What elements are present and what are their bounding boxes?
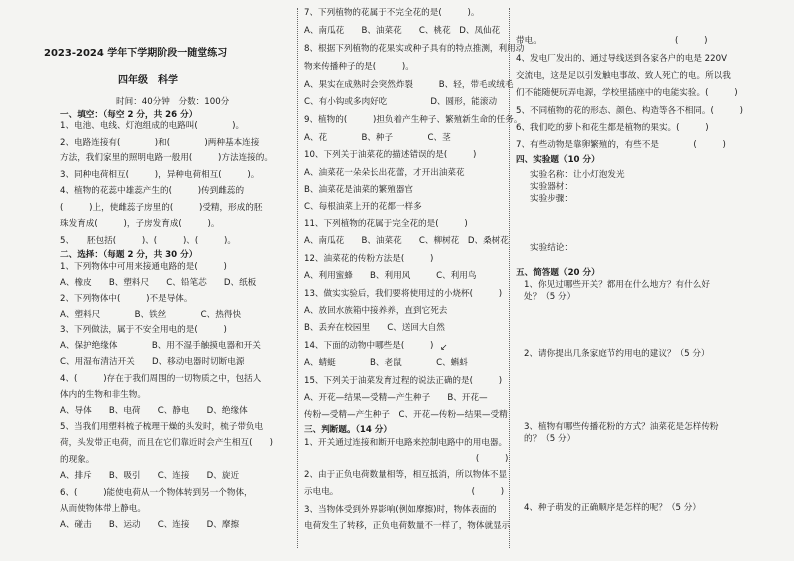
choice-q3-options-ab: A、保护绝缘体 B、用不湿手触摸电器和开关 xyxy=(60,341,261,351)
short-q4: 4、种子萌发的正确顺序是怎样的呢？（5 分） xyxy=(524,503,701,513)
section-fill-heading: 一、填空：（每空 2 分，共 26 分） xyxy=(60,110,198,120)
choice-q5-cont: 荷，头发带正电荷，而且在它们靠近时会产生相互( ) xyxy=(60,438,273,448)
judge-q2: 2、由于正负电荷数量相等，相互抵消，所以物体不显 xyxy=(304,470,508,480)
judge-q1: 1、开关通过连接和断开电路来控制电路中的用电器。 xyxy=(304,438,508,448)
choice-q5: 5、当我们用塑料梳子梳理干燥的头发时，梳子带负电 xyxy=(60,422,264,432)
choice-q11-options: A、南瓜花 B、油菜花 C、柳树花 D、桑树花 xyxy=(304,236,509,246)
choice-q1-options: A、橡皮 B、塑料尺 C、铅笔芯 D、纸板 xyxy=(60,278,257,288)
judge-q4-cont1: 交流电，这是足以引发触电事故、致人死亡的电。所以我 xyxy=(516,71,731,81)
choice-q14: 14、下面的动物中哪些是( ) xyxy=(304,341,434,351)
section-judge-heading: 三、判断题。（14 分） xyxy=(304,425,392,435)
judge-q2-cont: 示电电。 ( ) xyxy=(304,487,505,497)
choice-q10-a: A、油菜花一朵朵长出花蕾，才开出油菜花 xyxy=(304,168,465,178)
choice-q7: 7、下列植物的花属于不完全花的是( )。 xyxy=(304,8,480,18)
short-q1-cont: 处？（5 分） xyxy=(524,292,576,302)
judge-q6: 6、我们吃的萝卜和花生都是植物的果实。( ) xyxy=(516,123,709,133)
choice-q8-options-cd: C、有小钩或多肉好吃 D、圆形，能滚动 xyxy=(304,97,498,107)
choice-q4-options: A、导体 B、电荷 C、静电 D、绝缘体 xyxy=(60,406,248,416)
judge-q4: 4、发电厂发出的、通过导线送到各家各户的电是 220V xyxy=(516,54,727,64)
judge-q4-cont2: 们不能随便玩弄电源，学校里插座中的电能实验。( ) xyxy=(516,88,738,98)
fill-q2: 2、电路连接有( )和( )两种基本连接 xyxy=(60,138,260,148)
fill-q5: 5、 胚包括( )、( )、( )。 xyxy=(60,236,236,246)
experiment-name: 实验名称：让小灯泡发光 xyxy=(530,170,625,180)
fill-q2-cont: 方法，我们家里的照明电路一般用( )方法连接的。 xyxy=(60,153,273,163)
fill-q4-cont2: 珠发育成( )，子房发育成( )。 xyxy=(60,219,220,229)
choice-q1: 1、下列物体中可用来接通电路的是( ) xyxy=(60,262,227,272)
choice-q13-bc: B、丢弃在校园里 C、送回大自然 xyxy=(304,323,445,333)
exam-meta: 时间：40分钟 分数：100分 xyxy=(116,97,230,107)
fill-q1: 1、电池、电线、灯泡组成的电路叫( )。 xyxy=(60,121,245,131)
choice-q10-c: C、每根油菜上开的花都一样多 xyxy=(304,202,422,212)
choice-q13-a: A、放回水族箱中接养养，直到它死去 xyxy=(304,306,448,316)
choice-q9: 9、植物的( )担负着产生种子、繁殖新生命的任务。 xyxy=(304,115,523,125)
choice-q8-cont: 物来传播种子的是( )。 xyxy=(304,62,414,72)
judge-q5: 5、不同植物的花的形态、颜色、构造等各不相同。( ) xyxy=(516,106,744,116)
choice-q15-bc: 传粉—受精—产生种子 C、开花—传粉—结果—受精 xyxy=(304,410,508,420)
choice-q6-cont: 从而使物体带上静电。 xyxy=(60,504,146,514)
fill-q4: 4、植物的花蕊中雄蕊产生的( )传到雌蕊的 xyxy=(60,186,245,196)
short-q2: 2、请你提出几条家庭节约用电的建议？（5 分） xyxy=(524,349,710,359)
choice-q7-options: A、南瓜花 B、油菜花 C、桃花 D、凤仙花 xyxy=(304,26,501,36)
choice-q15: 15、下列关于油菜发育过程的说法正确的是( ) xyxy=(304,376,503,386)
judge-q3: 3、当物体受到外界影响(例如摩擦)时，物体表面的 xyxy=(304,505,497,515)
short-q3-cont: 的？（5 分） xyxy=(524,434,576,444)
choice-q6-options: A、碰击 B、运动 C、连接 D、摩擦 xyxy=(60,520,240,530)
choice-q8-options-ab: A、果实在成熟时会突然炸裂 B、轻，带毛或绒毛 xyxy=(304,80,514,90)
choice-q5-options: A、排斥 B、吸引 C、连接 D、旋近 xyxy=(60,471,240,481)
exam-title: 2023-2024 学年下学期阶段一随堂练习 xyxy=(44,48,228,59)
choice-q10: 10、下列关于油菜花的描述错误的是( ) xyxy=(304,150,477,160)
judge-q3-end: 带电。 ( ) xyxy=(516,36,708,46)
section-choice-heading: 二、选择：（每题 2 分，共 30 分） xyxy=(60,250,198,260)
fill-q3: 3、同种电荷相互( )，异种电荷相互( )。 xyxy=(60,170,260,180)
column-divider-1 xyxy=(297,8,298,548)
choice-q9-options: A、花 B、种子 C、茎 xyxy=(304,133,451,143)
choice-q15-a: A、开花—结果—受精—产生种子 B、开花— xyxy=(304,393,488,403)
section-experiment-heading: 四、实验题（10 分） xyxy=(516,155,600,165)
judge-q1-blank: ( ) xyxy=(304,454,509,464)
choice-q4-cont: 体内的生物和非生物。 xyxy=(60,390,146,400)
choice-q2: 2、下列物体中( )不是导体。 xyxy=(60,294,193,304)
choice-q14-options: A、蜻蜓 B、老鼠 C、蝌蚪 xyxy=(304,358,468,368)
short-q1: 1、你见过哪些开关？都用在什么地方？有什么好 xyxy=(524,280,710,290)
judge-q7: 7、有些动物是靠卵繁殖的，有些不是 ( ) xyxy=(516,140,726,150)
choice-q3: 3、下列做法，属于不安全用电的是( ) xyxy=(60,325,227,335)
choice-q3-options-cd: C、用湿布清洁开关 D、移动电器时切断电源 xyxy=(60,357,245,367)
section-short-answer-heading: 五、简答题（20 分） xyxy=(516,268,600,278)
fill-q4-cont1: ( )上，使雌蕊子房里的( )受精，形成的胚 xyxy=(60,203,263,213)
experiment-materials: 实验器材： xyxy=(530,182,573,192)
experiment-conclusion: 实验结论： xyxy=(530,243,573,253)
choice-q10-b: B、油菜花是油菜的繁殖器官 xyxy=(304,185,414,195)
choice-q12-options: A、利用蜜蜂 B、利用风 C、利用鸟 xyxy=(304,271,477,281)
choice-q4: 4、( )存在于我们周围的一切物质之中，包括人 xyxy=(60,374,262,384)
choice-q2-options: A、塑料尺 B、铁丝 C、热得快 xyxy=(60,310,242,320)
choice-q12: 12、油菜花的传粉方法是( ) xyxy=(304,254,434,264)
experiment-steps: 实验步骤： xyxy=(530,194,573,204)
hand-mark-icon: ↙ xyxy=(440,343,448,353)
judge-q3-cont: 电荷发生了转移，正负电荷数量不一样了，物体就显示 xyxy=(304,521,511,531)
short-q3: 3、植物有哪些传播花粉的方式？油菜花是怎样传粉 xyxy=(524,422,719,432)
choice-q11: 11、下列植物的花属于完全花的是( ) xyxy=(304,219,468,229)
choice-q13: 13、做实实验后，我们要将使用过的小烧杯( ) xyxy=(304,289,503,299)
exam-subtitle: 四年级 科学 xyxy=(118,75,178,86)
choice-q8: 8、根据下列植物的花果实或种子具有的特点推测，利用动 xyxy=(304,44,525,54)
choice-q5-cont2: 的现象。 xyxy=(60,455,95,465)
choice-q6: 6、( )能使电荷从一个物体转到另一个物体， xyxy=(60,488,253,498)
